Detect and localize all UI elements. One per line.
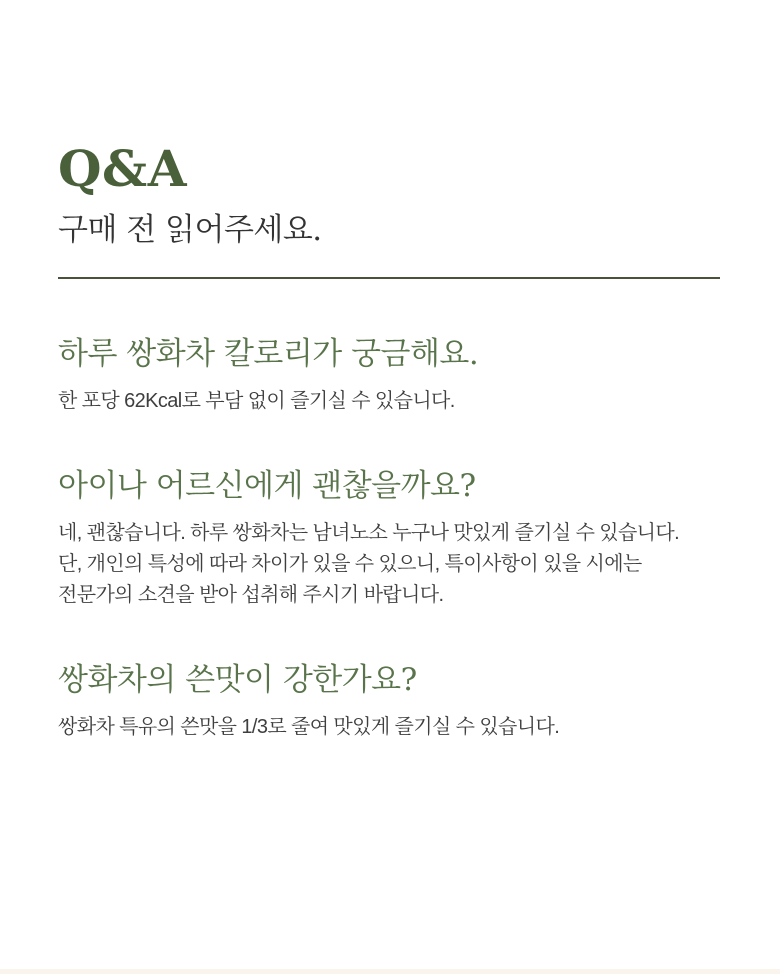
qa-item	[58, 465, 720, 611]
qa-answer-line: 쌍화차 특유의 쓴맛을 1/3로 줄여 맛있게 즐기실 수 있습니다.	[58, 716, 560, 738]
next-section-edge	[0, 969, 780, 974]
qa-item	[58, 333, 720, 417]
section-divider	[58, 277, 720, 279]
qa-answer	[58, 518, 720, 611]
qa-answer-line: 전문가의 소견을 받아 섭취해 주시기 바랍니다.	[58, 584, 444, 606]
qa-item	[58, 659, 720, 743]
qa-answer-line: 네, 괜찮습니다. 하루 쌍화차는 남녀노소 누구나 맛있게 즐기실 수 있습니다.	[58, 522, 680, 544]
qa-answer	[58, 712, 720, 743]
qa-question: 쌍화차의 쓴맛이 강한가요?	[58, 662, 417, 698]
section-subtitle: 구매 전 읽어주세요.	[58, 212, 322, 248]
page-title: Q&A	[58, 139, 187, 198]
qa-answer	[58, 386, 720, 417]
qa-answer-line: 단, 개인의 특성에 따라 차이가 있을 수 있으니, 특이사항이 있을 시에는	[58, 553, 642, 575]
qa-question: 아이나 어르신에게 괜찮을까요?	[58, 468, 476, 504]
qa-answer-line: 한 포당 62Kcal로 부담 없이 즐기실 수 있습니다.	[58, 390, 455, 412]
qa-question: 하루 쌍화차 칼로리가 궁금해요.	[58, 336, 479, 372]
